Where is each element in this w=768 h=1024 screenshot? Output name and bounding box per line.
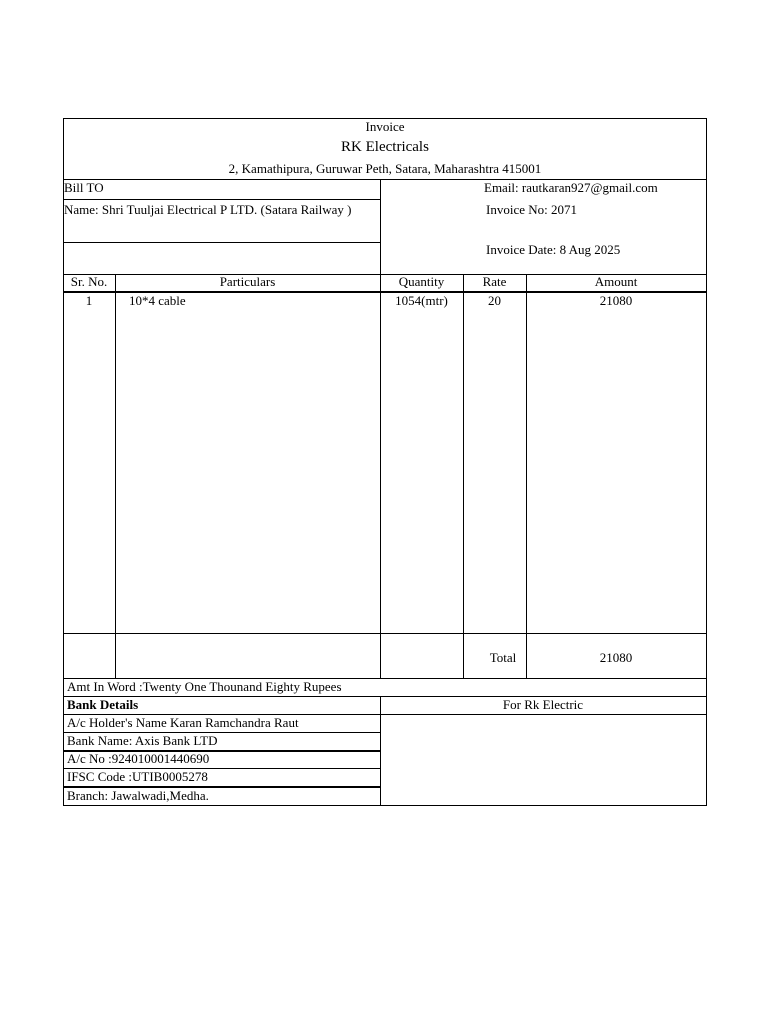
invoice-number: Invoice No: 2071: [486, 202, 577, 217]
header-amount: Amount: [594, 274, 638, 289]
rule-name: [63, 242, 380, 243]
invoice-title: Invoice: [365, 119, 405, 134]
header-quantity: Quantity: [398, 274, 445, 289]
col-quantity-divider: [463, 274, 464, 679]
total-label: Total: [489, 650, 517, 665]
bank-holder-name: A/c Holder's Name Karan Ramchandra Raut: [67, 715, 299, 730]
bank-ifsc-code: IFSC Code :UTIB0005278: [67, 769, 208, 784]
item-sr-no: 1: [85, 293, 93, 308]
border-left: [63, 118, 64, 806]
bank-details-title: Bank Details: [67, 697, 139, 712]
col-rate-divider: [526, 274, 527, 679]
header-sr-no: Sr. No.: [70, 274, 108, 289]
company-name: RK Electricals: [341, 139, 429, 155]
invoice-date: Invoice Date: 8 Aug 2025: [486, 242, 621, 257]
amount-in-words: Amt In Word :Twenty One Thounand Eighty Rupees: [67, 679, 342, 694]
item-amount: 21080: [599, 293, 633, 308]
header-particulars: Particulars: [219, 274, 276, 289]
total-value: 21080: [599, 650, 633, 665]
item-particulars: 10*4 cable: [129, 293, 186, 308]
bill-to-label: Bill TO: [64, 180, 104, 195]
header-rate: Rate: [482, 274, 507, 289]
rule-billto: [63, 199, 380, 200]
bill-to-name: Name: Shri Tuuljai Electrical P LTD. (Satara Railway ): [64, 202, 352, 217]
divider-billto: [380, 179, 381, 275]
col-sr-divider: [115, 274, 116, 679]
border-right: [706, 118, 707, 806]
signature-for-label: For Rk Electric: [502, 697, 584, 712]
bank-account-number: A/c No :924010001440690: [67, 751, 210, 766]
rule-items-bottom: [63, 633, 707, 634]
col-particulars-divider: [380, 274, 381, 679]
bank-branch: Branch: Jawalwadi,Medha.: [67, 788, 209, 803]
item-rate: 20: [488, 293, 501, 308]
item-quantity: 1054(mtr): [395, 293, 448, 308]
border-bottom: [63, 805, 707, 806]
email-address: Email: rautkaran927@gmail.com: [484, 180, 658, 195]
company-address: 2, Kamathipura, Guruwar Peth, Satara, Maharashtra 415001: [228, 161, 542, 176]
bank-name: Bank Name: Axis Bank LTD: [67, 733, 218, 748]
